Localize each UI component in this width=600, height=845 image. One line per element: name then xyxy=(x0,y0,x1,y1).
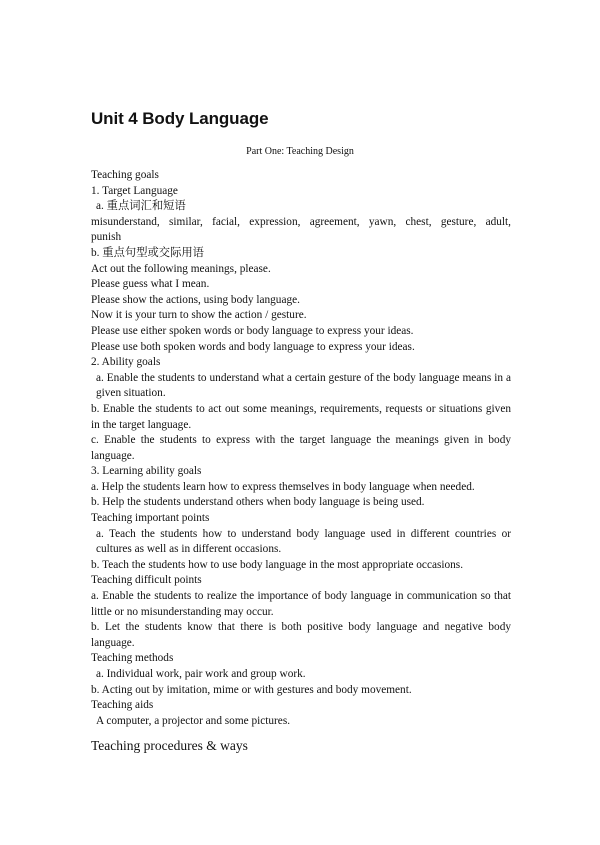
heading-teaching-goals: Teaching goals xyxy=(91,169,159,181)
paragraph-item: b. Teach the students how to use body language in the most appropriate occasions. xyxy=(91,558,464,571)
heading-target-language: 1. Target Language xyxy=(91,184,178,197)
heading-teaching-aids: Teaching aids xyxy=(91,699,154,712)
document-subtitle: Part One: Teaching Design xyxy=(246,146,354,157)
sentence-line: Act out the following meanings, please. xyxy=(91,262,271,275)
heading-teaching-methods: Teaching methods xyxy=(91,652,174,665)
sentence-line: Please use both spoken words and body language to express your ideas. xyxy=(91,340,415,353)
paragraph-item: a. Enable the students to realize the importance of body language in communication so that little or no misunderstanding may occur. xyxy=(91,590,511,618)
item-vocabulary-label: a. 重点词汇和短语 xyxy=(96,200,186,213)
sentence-line: Please use either spoken words or body language to express your ideas. xyxy=(91,324,414,337)
heading-difficult-points: Teaching difficult points xyxy=(91,574,202,587)
item-sentence-patterns-label: b. 重点句型或交际用语 xyxy=(91,246,204,259)
paragraph-item: a. Enable the students to understand what a certain gesture of the body language means in a given situation. xyxy=(96,371,511,400)
paragraph-item: a. Help the students learn how to express themselves in body language when needed. xyxy=(91,480,475,493)
heading-important-points: Teaching important points xyxy=(91,512,210,525)
heading-learning-ability-goals: 3. Learning ability goals xyxy=(91,465,202,478)
paragraph-item: a. Individual work, pair work and group work. xyxy=(96,668,306,680)
document-body xyxy=(91,168,511,729)
paragraph-item: a. Teach the students how to understand body language used in different countries or cultures as well as in different occasions. xyxy=(96,527,511,556)
sentence-line: Now it is your turn to show the action / gesture. xyxy=(91,309,307,322)
paragraph-item: b. Acting out by imitation, mime or with gestures and body movement. xyxy=(91,683,412,696)
paragraph-item: c. Enable the students to express with the target language the meanings given in body language. xyxy=(91,434,511,462)
section-heading-procedures: Teaching procedures & ways xyxy=(91,738,248,753)
vocabulary-list-continued: punish xyxy=(91,231,122,244)
paragraph-item: b. Enable the students to act out some meanings, requirements, requests or situations given in the target language. xyxy=(91,402,511,431)
paragraph-item: b. Let the students know that there is both positive body language and negative body language. xyxy=(91,621,511,649)
sentence-line: Please guess what I mean. xyxy=(91,278,210,291)
heading-ability-goals: 2. Ability goals xyxy=(91,356,161,369)
paragraph-item: A computer, a projector and some pictures. xyxy=(96,714,291,727)
vocabulary-list: misunderstand, similar, facial, expression, agreement, yawn, chest, gesture, adult, xyxy=(91,215,511,228)
sentence-line: Please show the actions, using body language. xyxy=(91,293,300,306)
paragraph-item: b. Help the students understand others when body language is being used. xyxy=(91,496,425,509)
document-title: Unit 4 Body Language xyxy=(91,109,269,128)
